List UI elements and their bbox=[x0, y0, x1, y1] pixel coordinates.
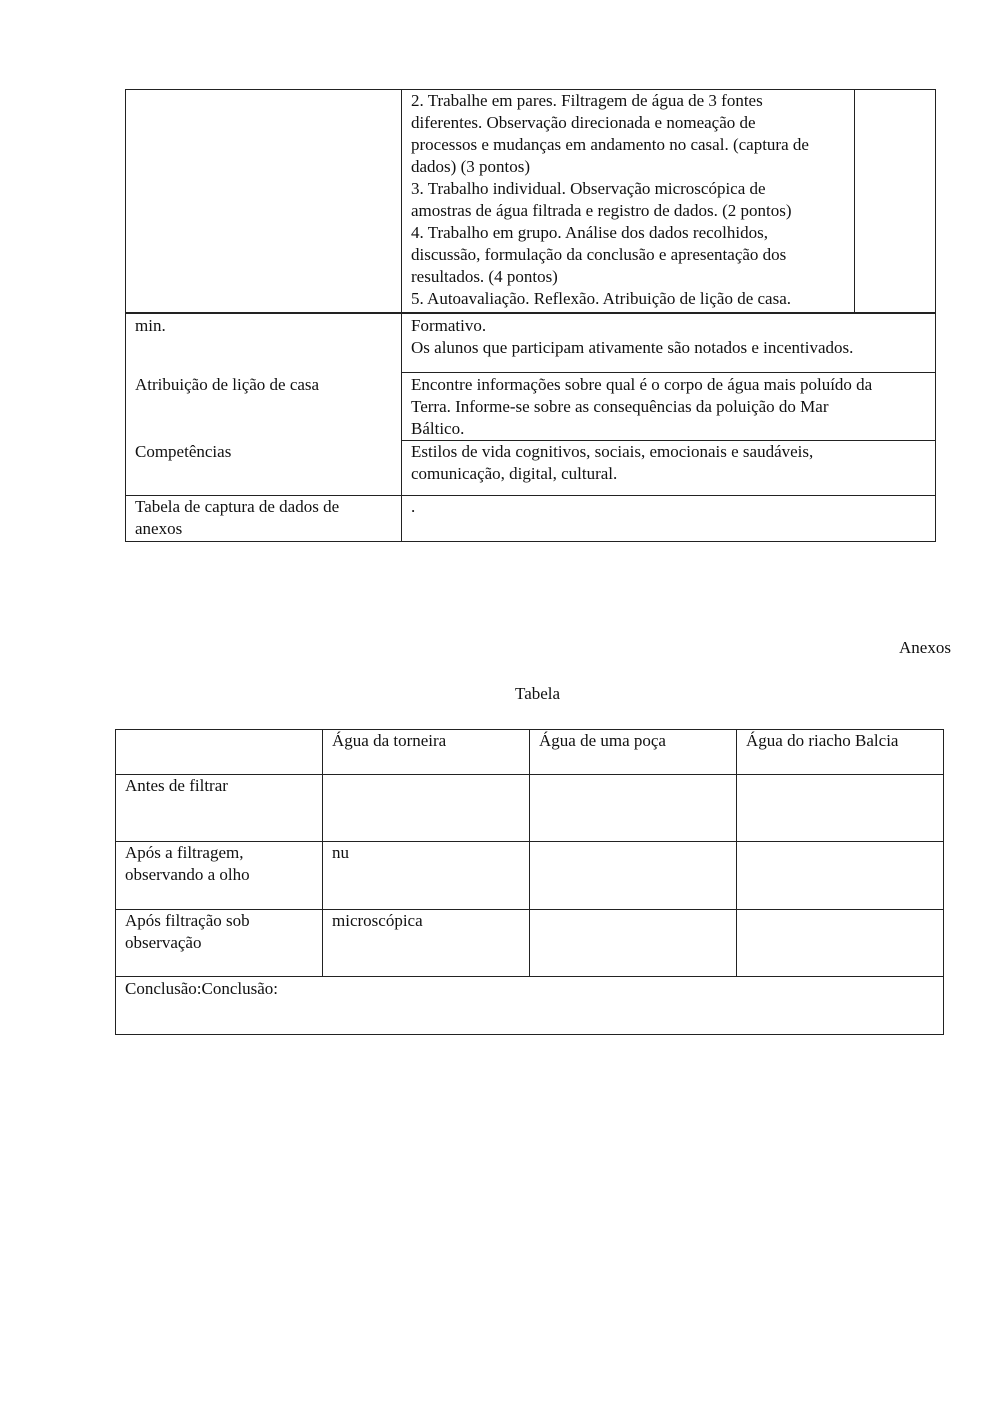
step-line: 5. Autoavaliação. Reflexão. Atribuição de lição de casa. bbox=[411, 289, 791, 308]
activity-steps bbox=[411, 90, 856, 310]
table-cell: nu bbox=[332, 843, 349, 862]
row-label-before-filtering: Antes de filtrar bbox=[125, 776, 228, 795]
row-label-after-filtering-microscope: Após filtração sob observação bbox=[125, 911, 250, 952]
step-line: discussão, formulação da conclusão e apresentação dos bbox=[411, 245, 787, 264]
conclusion-label: Conclusão:Conclusão: bbox=[125, 979, 278, 998]
table-cell: microscópica bbox=[332, 911, 423, 930]
header-puddle-water: Água de uma poça bbox=[539, 731, 666, 750]
row-content-assessment: Formativo. Os alunos que participam ativamente são notados e incentivados. bbox=[411, 316, 854, 357]
step-line: 3. Trabalho individual. Observação microscópica de bbox=[411, 179, 766, 198]
step-line: amostras de água filtrada e registro de dados. (2 pontos) bbox=[411, 201, 792, 220]
step-line: 2. Trabalhe em pares. Filtragem de água de 3 fontes bbox=[411, 91, 763, 110]
step-line: 4. Trabalho em grupo. Análise dos dados recolhidos, bbox=[411, 223, 768, 242]
row-label-after-filtering-eye: Após a filtragem, observando a olho bbox=[125, 843, 250, 884]
table-title: Tabela bbox=[515, 684, 561, 703]
row-label-homework: Atribuição de lição de casa bbox=[135, 375, 320, 394]
row-content-annex-table: . bbox=[411, 497, 416, 516]
row-label-annex-table: Tabela de captura de dados de anexos bbox=[135, 497, 340, 538]
step-line: dados) (3 pontos) bbox=[411, 157, 530, 176]
step-line: processos e mudanças em andamento no casal. (captura de bbox=[411, 135, 809, 154]
header-tap-water: Água da torneira bbox=[332, 731, 447, 750]
header-stream-water: Água do riacho Balcia bbox=[746, 731, 899, 750]
annex-heading: Anexos bbox=[899, 638, 951, 657]
row-label-assessment: min. bbox=[135, 316, 166, 335]
row-label-competencies: Competências bbox=[135, 442, 232, 461]
step-line: diferentes. Observação direcionada e nomeação de bbox=[411, 113, 756, 132]
step-line: resultados. (4 pontos) bbox=[411, 267, 558, 286]
row-content-competencies: Estilos de vida cognitivos, sociais, emocionais e saudáveis, comunicação, digital, cultural. bbox=[411, 442, 814, 483]
row-content-homework: Encontre informações sobre qual é o corpo de água mais poluído da Terra. Informe-se sobre as consequências da poluição do Mar Báltico. bbox=[411, 375, 873, 438]
